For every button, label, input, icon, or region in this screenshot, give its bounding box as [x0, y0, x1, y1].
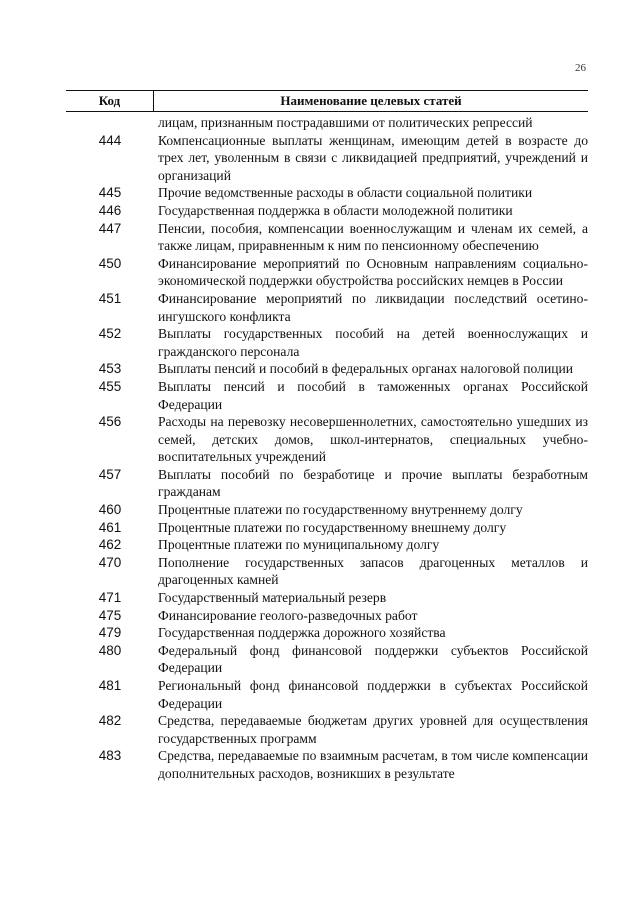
row-name: Государственная поддержка в области молодежной политики: [158, 202, 513, 218]
row-name: Средства, передаваемые по взаимным расчетам, в том числе компенсации дополнительных расходов, возникших в результате: [158, 748, 588, 781]
table-row: [66, 747, 588, 782]
row-code: 471: [98, 590, 122, 606]
row-code: 480: [98, 642, 122, 658]
row-code: 457: [98, 466, 122, 482]
row-code: 481: [98, 678, 122, 693]
table-row: [66, 360, 588, 378]
table-row: [66, 642, 588, 677]
row-code: 462: [98, 537, 122, 553]
row-code: 447: [98, 220, 122, 236]
table-header: [66, 90, 588, 112]
row-code: 453: [98, 361, 122, 377]
table-row: [66, 712, 588, 747]
table-row: [66, 184, 588, 202]
table-row: [66, 466, 588, 501]
row-name: Региональный фонд финансовой поддержки в субъектах Российской Федерации: [158, 678, 588, 711]
row-code: [66, 114, 154, 132]
table-row: [66, 220, 588, 255]
row-code: 482: [98, 713, 122, 729]
row-code: 446: [98, 202, 122, 218]
table-row: [66, 536, 588, 554]
row-name: Компенсационные выплаты женщинам, имеющим детей в возрасте до трех лет, уволенным в связи с ликвидацией предприятий, учреждений и организаций: [158, 132, 588, 183]
row-code: 450: [98, 255, 122, 271]
row-code: 461: [98, 519, 122, 535]
table-row: [66, 624, 588, 642]
table-row: [66, 413, 588, 466]
row-code: 475: [98, 607, 122, 623]
row-name: Выплаты пенсий и пособий в федеральных органах налоговой полиции: [158, 361, 574, 377]
row-name: лицам, признанным пострадавшими от политических репрессий: [158, 115, 533, 130]
row-name: Выплаты пособий по безработице и прочие выплаты безработным гражданам: [158, 466, 588, 500]
row-name: Государственная поддержка дорожного хозяйства: [158, 625, 446, 641]
table-row: [66, 589, 588, 607]
row-name: Процентные платежи по муниципальному долгу: [158, 537, 440, 553]
header-code: Код: [66, 91, 154, 111]
table-row: [66, 325, 588, 360]
row-code: 455: [98, 378, 122, 394]
table-row-continuation: [66, 114, 588, 132]
row-code: 479: [98, 625, 122, 641]
table-row: [66, 202, 588, 220]
table-row: [66, 677, 588, 712]
table-body: [66, 132, 588, 783]
table-row: [66, 290, 588, 325]
row-name: Финансирование геолого-разведочных работ: [158, 607, 418, 623]
row-code: 456: [98, 414, 122, 430]
row-name: Средства, передаваемые бюджетам других уровней для осуществления государственных программ: [158, 713, 588, 746]
row-code: 451: [98, 290, 122, 306]
table-row: [66, 501, 588, 519]
row-code: 470: [98, 554, 122, 570]
target-articles-table: [66, 90, 588, 783]
table-row: [66, 378, 588, 413]
row-name: Финансирование мероприятий по ликвидации последствий осетино-ингушского конфликта: [158, 290, 588, 324]
table-row: [66, 255, 588, 290]
page-number: 26: [575, 62, 586, 74]
row-name: Пенсии, пособия, компенсации военнослужащим и членам их семей, а также лицам, приравненным к ним по пенсионному обеспечению: [158, 220, 588, 254]
row-name: Федеральный фонд финансовой поддержки субъектов Российской Федерации: [158, 642, 588, 676]
table-row: [66, 132, 588, 185]
header-name: Наименование целевых статей: [280, 93, 462, 108]
row-code: 445: [98, 185, 122, 201]
row-code: 460: [98, 502, 122, 518]
table-row: [66, 519, 588, 537]
row-name: Процентные платежи по государственному внешнему долгу: [158, 519, 507, 535]
row-name: Процентные платежи по государственному внутреннему долгу: [158, 502, 523, 518]
table-row: [66, 607, 588, 625]
row-name: Расходы на перевозку несовершеннолетних, самостоятельно ушедших из семей, детских домов, школ-интернатов, специальных учебно-воспитательных учреждений: [158, 414, 588, 465]
row-name: Финансирование мероприятий по Основным направлениям социально-экономической поддержки обустройства российских немцев в России: [158, 255, 588, 289]
row-name: Выплаты пенсий и пособий в таможенных органах Российской Федерации: [158, 378, 588, 412]
row-code: 452: [98, 326, 122, 342]
row-code: 444: [98, 132, 122, 148]
row-code: 483: [98, 748, 122, 764]
row-name: Выплаты государственных пособий на детей военнослужащих и гражданского персонала: [158, 326, 588, 359]
row-name: Пополнение государственных запасов драгоценных металлов и драгоценных камней: [158, 554, 588, 588]
row-name: Государственный материальный резерв: [158, 590, 387, 606]
row-name: Прочие ведомственные расходы в области социальной политики: [158, 185, 533, 201]
table-row: [66, 554, 588, 589]
